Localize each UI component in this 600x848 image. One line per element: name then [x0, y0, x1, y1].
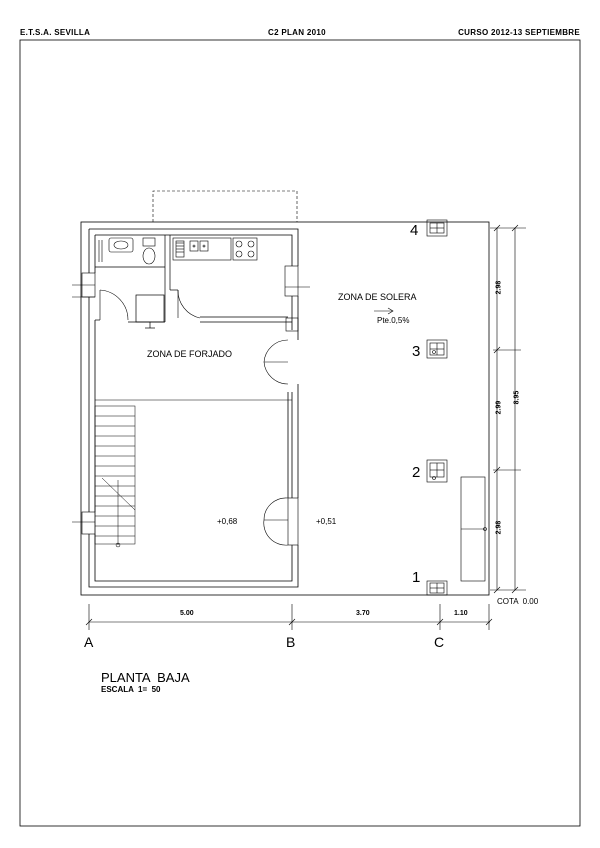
- gate: [461, 477, 487, 581]
- zona-forjado-label: ZONA DE FORJADO: [147, 349, 233, 359]
- axis-label-c: C: [434, 634, 445, 650]
- header-center: C2 PLAN 2010: [268, 28, 326, 37]
- horizontal-dimensions: [86, 604, 492, 630]
- dim-label-1.10: 1.10: [454, 610, 468, 617]
- fixtures: [99, 238, 257, 264]
- axis-label-a: A: [84, 634, 94, 650]
- slope-label: Pte.0,5%: [377, 316, 410, 325]
- header-left: E.T.S.A. SEVILLA: [20, 28, 91, 37]
- dim-label-2.98-top: 2.98: [495, 280, 503, 295]
- interior-walls: [95, 235, 292, 328]
- gully-box-1: [427, 581, 447, 595]
- drawing-scale: ESCALA 1= 50: [101, 685, 161, 694]
- column-number-3: 3: [412, 343, 421, 360]
- column-number-2: 2: [412, 464, 421, 481]
- header-right: CURSO 2012-13 SEPTIEMBRE: [458, 28, 580, 37]
- dim-label-5.00: 5.00: [180, 610, 194, 617]
- house-walls: [89, 229, 298, 587]
- slope-arrow: [374, 308, 393, 314]
- gully-box-2: [427, 460, 447, 482]
- level-mid-label: +0,51: [316, 517, 337, 526]
- level-left-label: +0,68: [217, 517, 238, 526]
- column-number-4: 4: [410, 222, 419, 239]
- axis-label-b: B: [286, 634, 296, 650]
- dim-label-2.99: 2.99: [495, 400, 503, 415]
- gully-boxes: [427, 220, 447, 595]
- staircase: [95, 400, 292, 547]
- dim-label-2.98-bottom: 2.98: [495, 520, 503, 535]
- porch-dashed: [153, 191, 297, 222]
- wall-openings: [72, 266, 310, 545]
- dim-label-3.70: 3.70: [356, 610, 370, 617]
- door-swings: [100, 290, 288, 545]
- cota-label: COTA 0.00: [497, 597, 539, 606]
- sheet-border: [20, 40, 580, 826]
- gully-box-3: [427, 340, 447, 358]
- drawing-title: PLANTA BAJA: [101, 670, 190, 685]
- column-number-1: 1: [412, 569, 421, 586]
- dim-label-total: 8.95: [513, 390, 521, 405]
- zona-solera-label: ZONA DE SOLERA: [338, 292, 417, 302]
